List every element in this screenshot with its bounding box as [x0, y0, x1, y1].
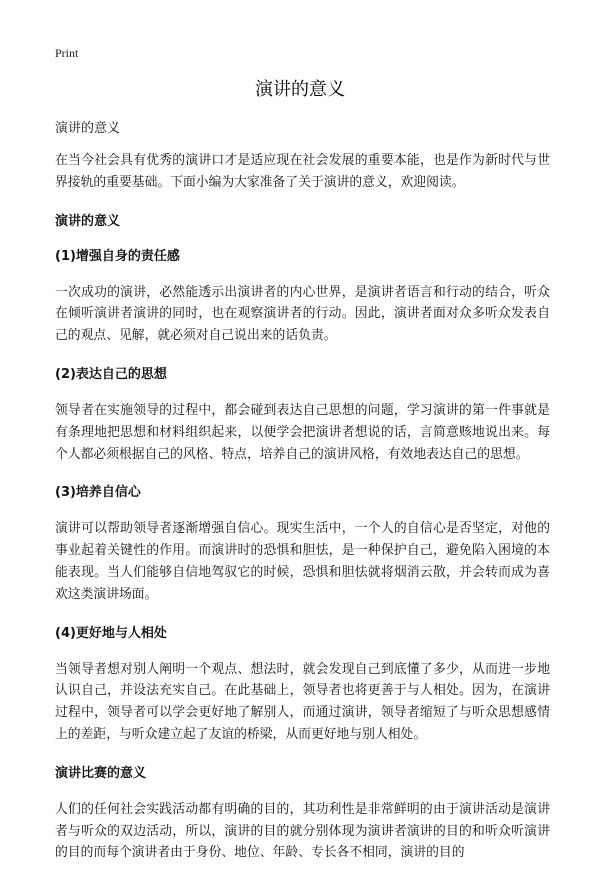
- print-link[interactable]: Print: [55, 46, 79, 60]
- section-heading-express-thoughts: (2)表达自己的思想: [55, 366, 167, 382]
- section-heading-meaning: 演讲的意义: [55, 213, 121, 229]
- section-paragraph-get-along: 当领导者想对别人阐明一个观点、想法时，就会发现自己到底懂了多少，从而进一步地认识自己，并设法充实自己。在此基础上，领导者也将更善于与人相处。因为，在演讲过程中，领导者可以学会更好地了解别人，而通过演讲，领导者缩短了与听众思想感情上的差距，与听众建立起了友谊的桥梁，从而更好地与别人相处。: [55, 661, 550, 742]
- article-body: [55, 150, 550, 882]
- section-heading-get-along: (4)更好地与人相处: [55, 625, 167, 641]
- section-paragraph-competition: 人们的任何社会实践活动都有明确的目的，其功利性是非常鲜明的由于演讲活动是演讲者与听众的双边活动，所以，演讲的目的就分别体现为演讲者演讲的目的和听众听演讲的目的而每个演讲者由于身份、地位、年龄、专长各不相同，演讲的目的: [55, 801, 550, 861]
- section-heading-confidence: (3)培养自信心: [55, 485, 141, 501]
- section-heading-responsibility: (1)增强自身的责任感: [55, 248, 180, 264]
- section-paragraph-express-thoughts: 领导者在实施领导的过程中，都会碰到表达自己思想的问题，学习演讲的第一件事就是有条理地把思想和材料组织起来，以便学会把演讲者想说的话，言简意赅地说出来。每个人都必须根据自己的风格、特点，培养自己的演讲风格，有效地表达自己的思想。: [55, 402, 550, 462]
- page-title: 演讲的意义: [255, 79, 345, 100]
- document-subtitle: 演讲的意义: [55, 121, 121, 136]
- section-heading-competition: 演讲比赛的意义: [55, 765, 147, 781]
- intro-paragraph: 在当今社会具有优秀的演讲口才是适应现在社会发展的重要本能，也是作为新时代与世界接轨的重要基础。下面小编为大家准备了关于演讲的意义，欢迎阅读。: [55, 153, 550, 190]
- section-paragraph-confidence: 演讲可以帮助领导者逐渐增强自信心。现实生活中，一个人的自信心是否坚定，对他的事业起着关键性的作用。而演讲时的恐惧和胆怯，是一种保护自己，避免陷入困境的本能表现。当人们能够自信地驾驭它的时候，恐惧和胆怯就将烟消云散，并会转而成为喜欢这类演讲场面。: [55, 521, 550, 602]
- section-paragraph-responsibility: 一次成功的演讲，必然能透示出演讲者的内心世界，是演讲者语言和行动的结合，听众在倾听演讲者演讲的同时，也在观察演讲者的行动。因此，演讲者面对众多听众发表自己的观点、见解，就必须对自己说出来的话负责。: [55, 284, 550, 344]
